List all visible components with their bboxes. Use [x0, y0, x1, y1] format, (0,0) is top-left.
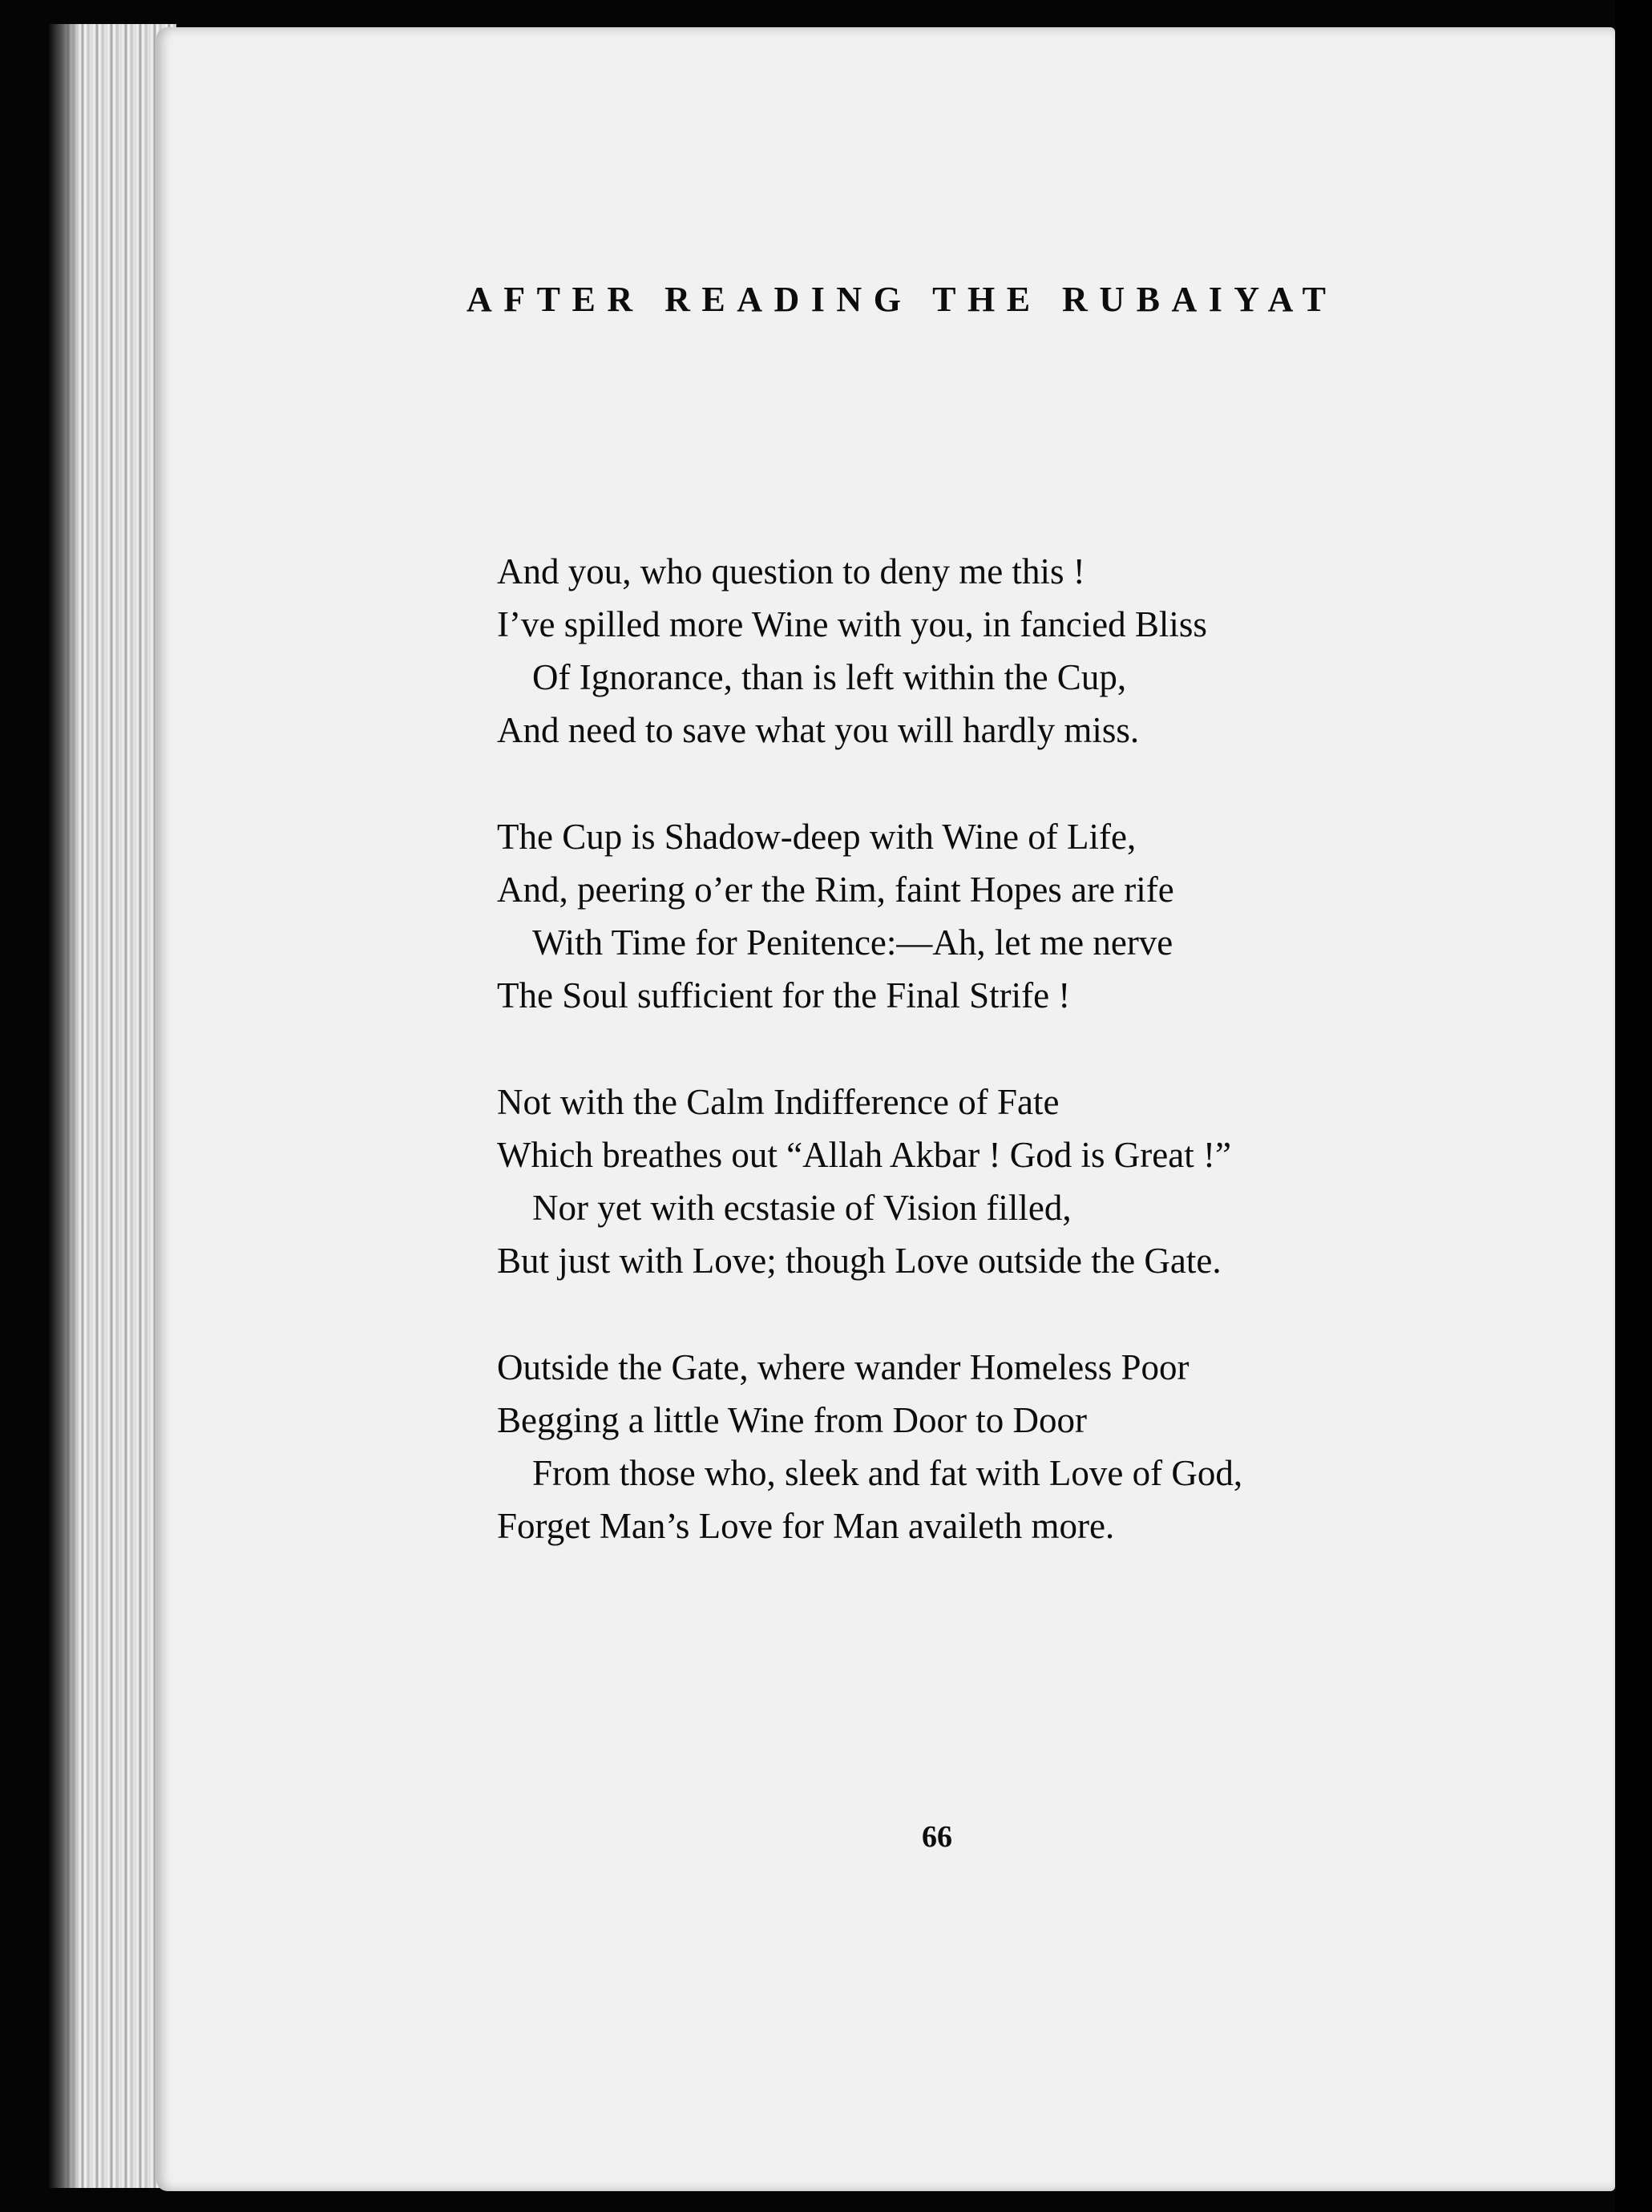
right-edge-shadow: [1615, 0, 1652, 2212]
poem-line: The Cup is Shadow-deep with Wine of Life,: [497, 817, 1137, 857]
poem-line: And you, who question to deny me this !: [497, 551, 1085, 591]
poem-line: And, peering o’er the Rim, faint Hopes are rife: [497, 870, 1174, 910]
poem-line: Which breathes out “Allah Akbar ! God is Great !”: [497, 1135, 1231, 1175]
poem-line: Not with the Calm Indifference of Fate: [497, 1082, 1060, 1122]
poem-line: From those who, sleek and fat with Love of God,: [532, 1453, 1243, 1493]
poem-line: The Soul sufficient for the Final Strife !: [497, 975, 1071, 1015]
poem-line: Nor yet with ecstasie of Vision filled,: [532, 1188, 1072, 1228]
stanza-3: [497, 1076, 1459, 1287]
stanza-2: [497, 810, 1459, 1022]
poem-line: But just with Love; though Love outside the Gate.: [497, 1241, 1222, 1281]
poem: [497, 545, 1459, 1606]
poem-line: Begging a little Wine from Door to Door: [497, 1400, 1087, 1440]
poem-line: And need to save what you will hardly miss.: [497, 710, 1140, 750]
running-head: AFTER READING THE RUBAIYAT: [467, 280, 1338, 319]
stanza-1: [497, 545, 1459, 757]
stanza-4: [497, 1341, 1459, 1552]
poem-line: Of Ignorance, than is left within the Cup,: [532, 657, 1127, 697]
page-number: 66: [922, 1820, 952, 1854]
poem-line: Forget Man’s Love for Man availeth more.: [497, 1506, 1115, 1546]
poem-line: I’ve spilled more Wine with you, in fancied Bliss: [497, 604, 1207, 644]
poem-line: Outside the Gate, where wander Homeless Poor: [497, 1347, 1190, 1387]
poem-line: With Time for Penitence:—Ah, let me nerve: [532, 922, 1173, 963]
